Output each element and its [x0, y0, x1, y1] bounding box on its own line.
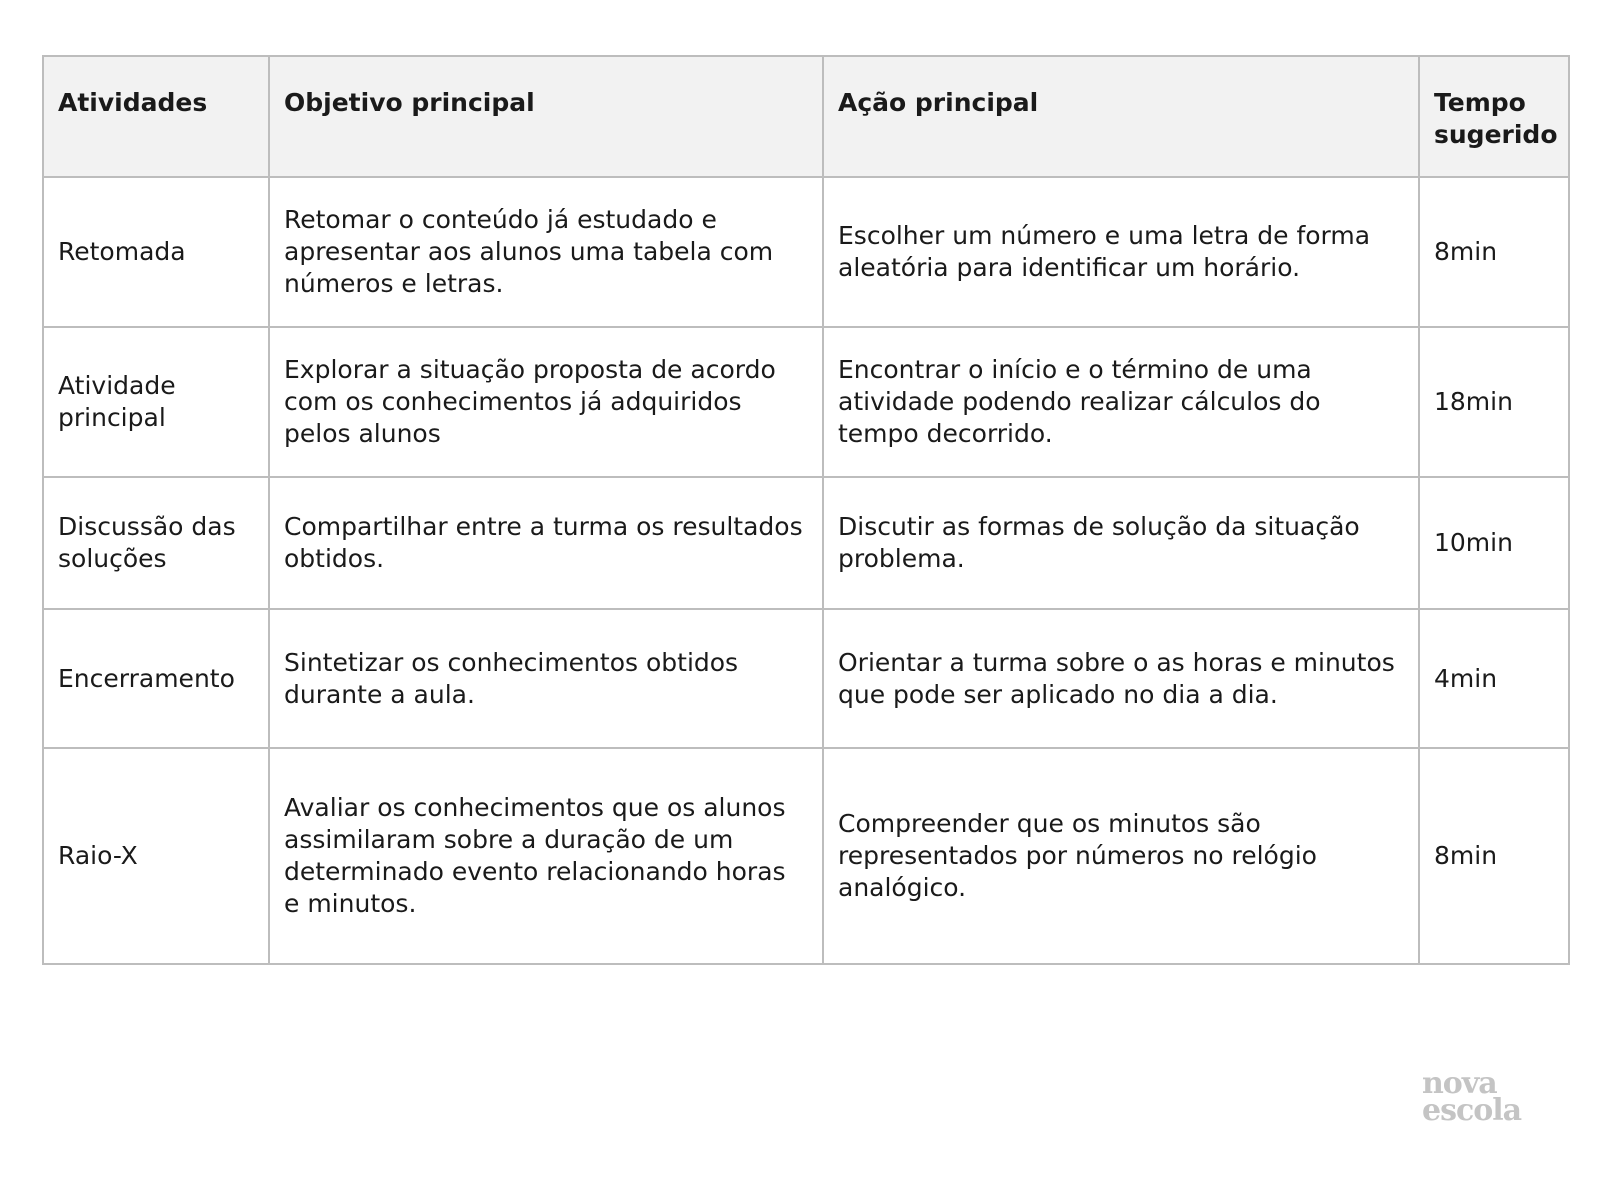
cell-activity: Retomada [43, 177, 269, 327]
cell-activity: Atividade principal [43, 327, 269, 477]
header-main-objective: Objetivo principal [269, 56, 823, 177]
cell-activity: Encerramento [43, 609, 269, 748]
table-row [43, 327, 1569, 477]
cell-time: 10min [1419, 477, 1569, 609]
cell-time: 8min [1419, 177, 1569, 327]
cell-activity: Raio-X [43, 748, 269, 964]
cell-action: Encontrar o início e o término de uma atividade podendo realizar cálculos do tempo decorrido. [823, 327, 1419, 477]
cell-objective: Retomar o conteúdo já estudado e apresentar aos alunos uma tabela com números e letras. [269, 177, 823, 327]
lesson-plan-table [42, 55, 1570, 965]
nova-escola-logo [1422, 1066, 1562, 1128]
cell-objective: Sintetizar os conhecimentos obtidos durante a aula. [269, 609, 823, 748]
cell-time: 4min [1419, 609, 1569, 748]
header-main-action: Ação principal [823, 56, 1419, 177]
cell-objective: Compartilhar entre a turma os resultados obtidos. [269, 477, 823, 609]
header-activities: Atividades [43, 56, 269, 177]
table-row [43, 609, 1569, 748]
cell-objective: Avaliar os conhecimentos que os alunos assimilaram sobre a duração de um determinado evento relacionando horas e minutos. [269, 748, 823, 964]
cell-objective: Explorar a situação proposta de acordo com os conhecimentos já adquiridos pelos alunos [269, 327, 823, 477]
table-header-row [43, 56, 1569, 177]
cell-action: Orientar a turma sobre o as horas e minutos que pode ser aplicado no dia a dia. [823, 609, 1419, 748]
cell-action: Escolher um número e uma letra de forma aleatória para identificar um horário. [823, 177, 1419, 327]
table-row [43, 748, 1569, 964]
cell-activity: Discussão das soluções [43, 477, 269, 609]
table-row [43, 177, 1569, 327]
cell-time: 18min [1419, 327, 1569, 477]
logo-line-escola: escola [1422, 1093, 1522, 1128]
cell-action: Compreender que os minutos são representados por números no relógio analógico. [823, 748, 1419, 964]
header-suggested-time: Tempo sugerido [1419, 56, 1569, 177]
table-row [43, 477, 1569, 609]
cell-action: Discutir as formas de solução da situação problema. [823, 477, 1419, 609]
cell-time: 8min [1419, 748, 1569, 964]
logo-line-nova: nova [1422, 1066, 1497, 1101]
